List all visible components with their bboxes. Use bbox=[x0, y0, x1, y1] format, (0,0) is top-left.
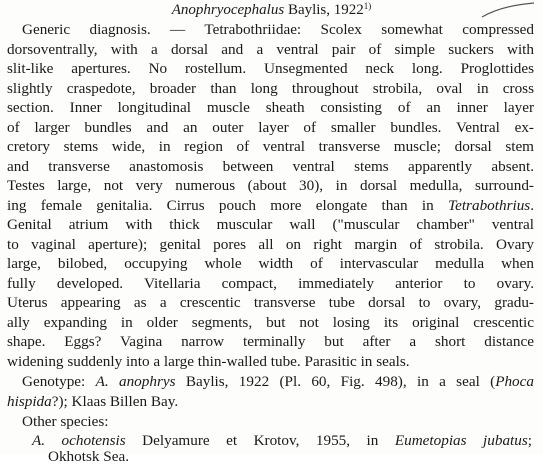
genotype-line bbox=[22, 372, 534, 392]
genus-heading bbox=[0, 1, 543, 19]
line-end: . bbox=[530, 196, 534, 214]
other-species-authority: Delyamure et Krotov, 1955, in bbox=[125, 432, 395, 449]
diagnosis-line: section. Inner longitudinal muscle sheath consisting of an inner layer bbox=[7, 99, 534, 116]
diagnosis-line: Generic diagnosis. — Tetrabothriidae: Scolex somewhat compressed bbox=[22, 21, 534, 38]
diagnosis-line: dorsoventrally, with a dorsal and a ventral pair of simple suckers with bbox=[7, 40, 534, 58]
footnote-marker: 1) bbox=[363, 1, 372, 11]
genus-reference: Tetrabothrius bbox=[448, 196, 531, 214]
genus-name: Anophryocephalus bbox=[171, 2, 285, 18]
genotype-label: Genotype: bbox=[22, 373, 96, 390]
diagnosis-line: ally expanding in older segments, but not losing its original crescentic bbox=[7, 313, 534, 331]
diagnosis-line: slightly craspedote, broader than long throughout strobila, oval in cross bbox=[7, 79, 534, 97]
diagnosis-line: widening suddenly into a large thin-walled tube. Parasitic in seals. bbox=[7, 352, 410, 370]
diagnosis-line: slit-like apertures. No rostellum. Unsegmented neck long. Proglottides bbox=[7, 60, 534, 77]
diagnosis-line: to vaginal aperture); genital pores all on right margin of strobila. Ovary bbox=[7, 235, 534, 253]
diagnosis-line-text: ing female genitalia. Cirrus pouch more elongate than in bbox=[7, 196, 449, 214]
genotype-text: Baylis, 1922 (Pl. 60, Fig. 498), in a seal ( bbox=[175, 373, 496, 390]
diagnosis-line: Genital atrium with thick muscular wall ("muscular chamber" ventral bbox=[7, 216, 534, 233]
diagnosis-line: Testes large, not very numerous (about 30), in dorsal medulla, surround- bbox=[7, 177, 534, 194]
genotype-host-genus: Phoca bbox=[495, 373, 534, 390]
diagnosis-line: shape. Eggs? Vagina narrow terminally but after a short distance bbox=[7, 333, 534, 350]
other-species-label: Other species: bbox=[22, 413, 109, 430]
genus-authority: Baylis, 1922 bbox=[284, 2, 364, 18]
diagnosis-line: fully developed. Vitellaria compact, immediately anterior to ovary. bbox=[7, 274, 534, 292]
genotype-species: A. anophrys bbox=[95, 373, 176, 390]
line-end: ; bbox=[527, 432, 532, 449]
other-species-locality: Okhotsk Sea. bbox=[48, 448, 129, 465]
other-species-name: A. ochotensis bbox=[32, 432, 126, 449]
genotype-line bbox=[7, 392, 534, 412]
genotype-host-species: hispida bbox=[7, 392, 52, 410]
diagnosis-line: Uterus appearing as a crescentic transverse tube dorsal to ovary, gradu- bbox=[7, 294, 534, 311]
diagnosis-line bbox=[7, 196, 534, 216]
diagnosis-line: large, bilobed, occupying whole width of intervascular medulla when bbox=[7, 255, 534, 272]
pencil-mark bbox=[480, 2, 536, 18]
diagnosis-line: and transverse anastomosis between ventral stems apparently absent. bbox=[7, 157, 534, 175]
genotype-text: ?); Klaas Billen Bay. bbox=[51, 392, 179, 410]
other-species-host: Eumetopias jubatus bbox=[394, 432, 528, 449]
diagnosis-line: of larger bundles and an outer layer of smaller bundles. Ventral ex- bbox=[7, 118, 534, 136]
diagnosis-line: cretory stems wide, in region of ventral transverse muscle; dorsal stem bbox=[7, 138, 534, 155]
